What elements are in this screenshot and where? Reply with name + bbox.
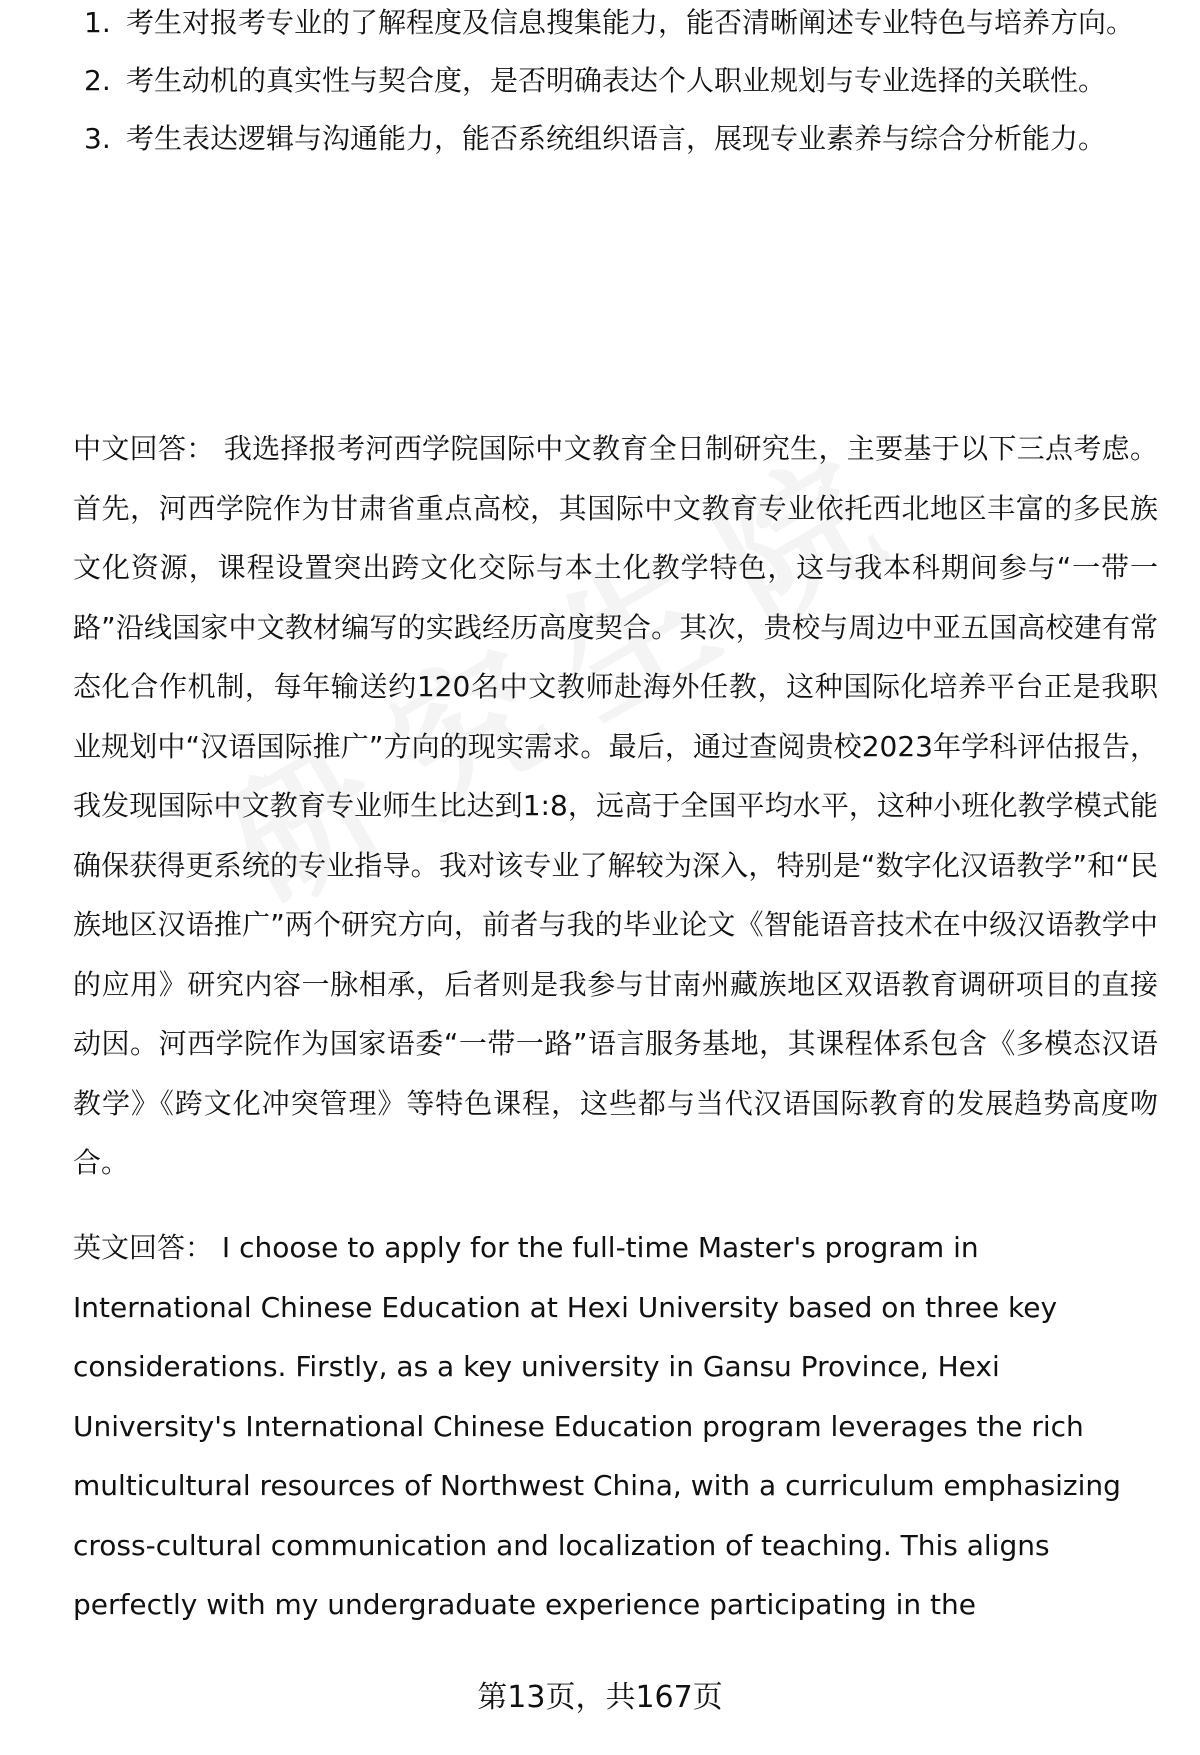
chinese-answer-label: 中文回答： <box>73 432 215 465</box>
criteria-list <box>76 0 1136 168</box>
english-answer-paragraph <box>73 1218 1143 1635</box>
criteria-number: 3. <box>84 122 111 155</box>
criteria-item <box>76 52 1136 110</box>
criteria-number: 2. <box>84 64 111 97</box>
chinese-answer-text: 我选择报考河西学院国际中文教育全日制研究生，主要基于以下三点考虑。首先，河西学院作为甘肃省重点高校，其国际中文教育专业依托西北地区丰富的多民族文化资源，课程设置突出跨文化交际与本土化教学特色，这与我本科期间参与“一带一路”沿线国家中文教材编写的实践经历高度契合。其次，贵校与周边中亚五国高校建有常态化合作机制，每年输送约120名中文教师赴海外任教，这种国际化培养平台正是我职业规划中“汉语国际推广”方向的现实需求。最后，通过查阅贵校2023年学科评估报告，我发现国际中文教育专业师生比达到1:8，远高于全国平均水平，这种小班化教学模式能确保获得更系统的专业指导。我对该专业了解较为深入，特别是“数字化汉语教学”和“民族地区汉语推广”两个研究方向，前者与我的毕业论文《智能语音技术在中级汉语教学中的应用》研究内容一脉相承，后者则是我参与甘南州藏族地区双语教育调研项目的直接动因。河西学院作为国家语委“一带一路”语言服务基地，其课程体系包含《多模态汉语教学》《跨文化冲突管理》等特色课程，这些都与当代汉语国际教育的发展趋势高度吻合。 <box>73 432 1158 1179</box>
page-number-footer: 第13页，共167页 <box>477 1680 723 1715</box>
chinese-answer-paragraph <box>73 419 1158 1193</box>
criteria-number: 1. <box>84 6 111 39</box>
criteria-text: 考生对报考专业的了解程度及信息搜集能力，能否清晰阐述专业特色与培养方向。 <box>126 6 1135 39</box>
criteria-text: 考生动机的真实性与契合度，是否明确表达个人职业规划与专业选择的关联性。 <box>126 64 1107 97</box>
criteria-item <box>76 0 1136 52</box>
english-answer-text: I choose to apply for the full-time Master's program in International Chinese Education at Hexi University based on three key considerations. Firstly, as a key university in Gansu Province, Hexi University's International Chinese Education program leverages the rich multicultural resources of Northwest China, with a curriculum emphasizing cross-cultural communication and localization of teaching. This aligns perfectly with my undergraduate experience participating in the <box>73 1231 1121 1621</box>
criteria-text: 考生表达逻辑与沟通能力，能否系统组织语言，展现专业素养与综合分析能力。 <box>126 122 1107 155</box>
criteria-item <box>76 110 1136 168</box>
english-answer-label: 英文回答： <box>73 1231 214 1264</box>
